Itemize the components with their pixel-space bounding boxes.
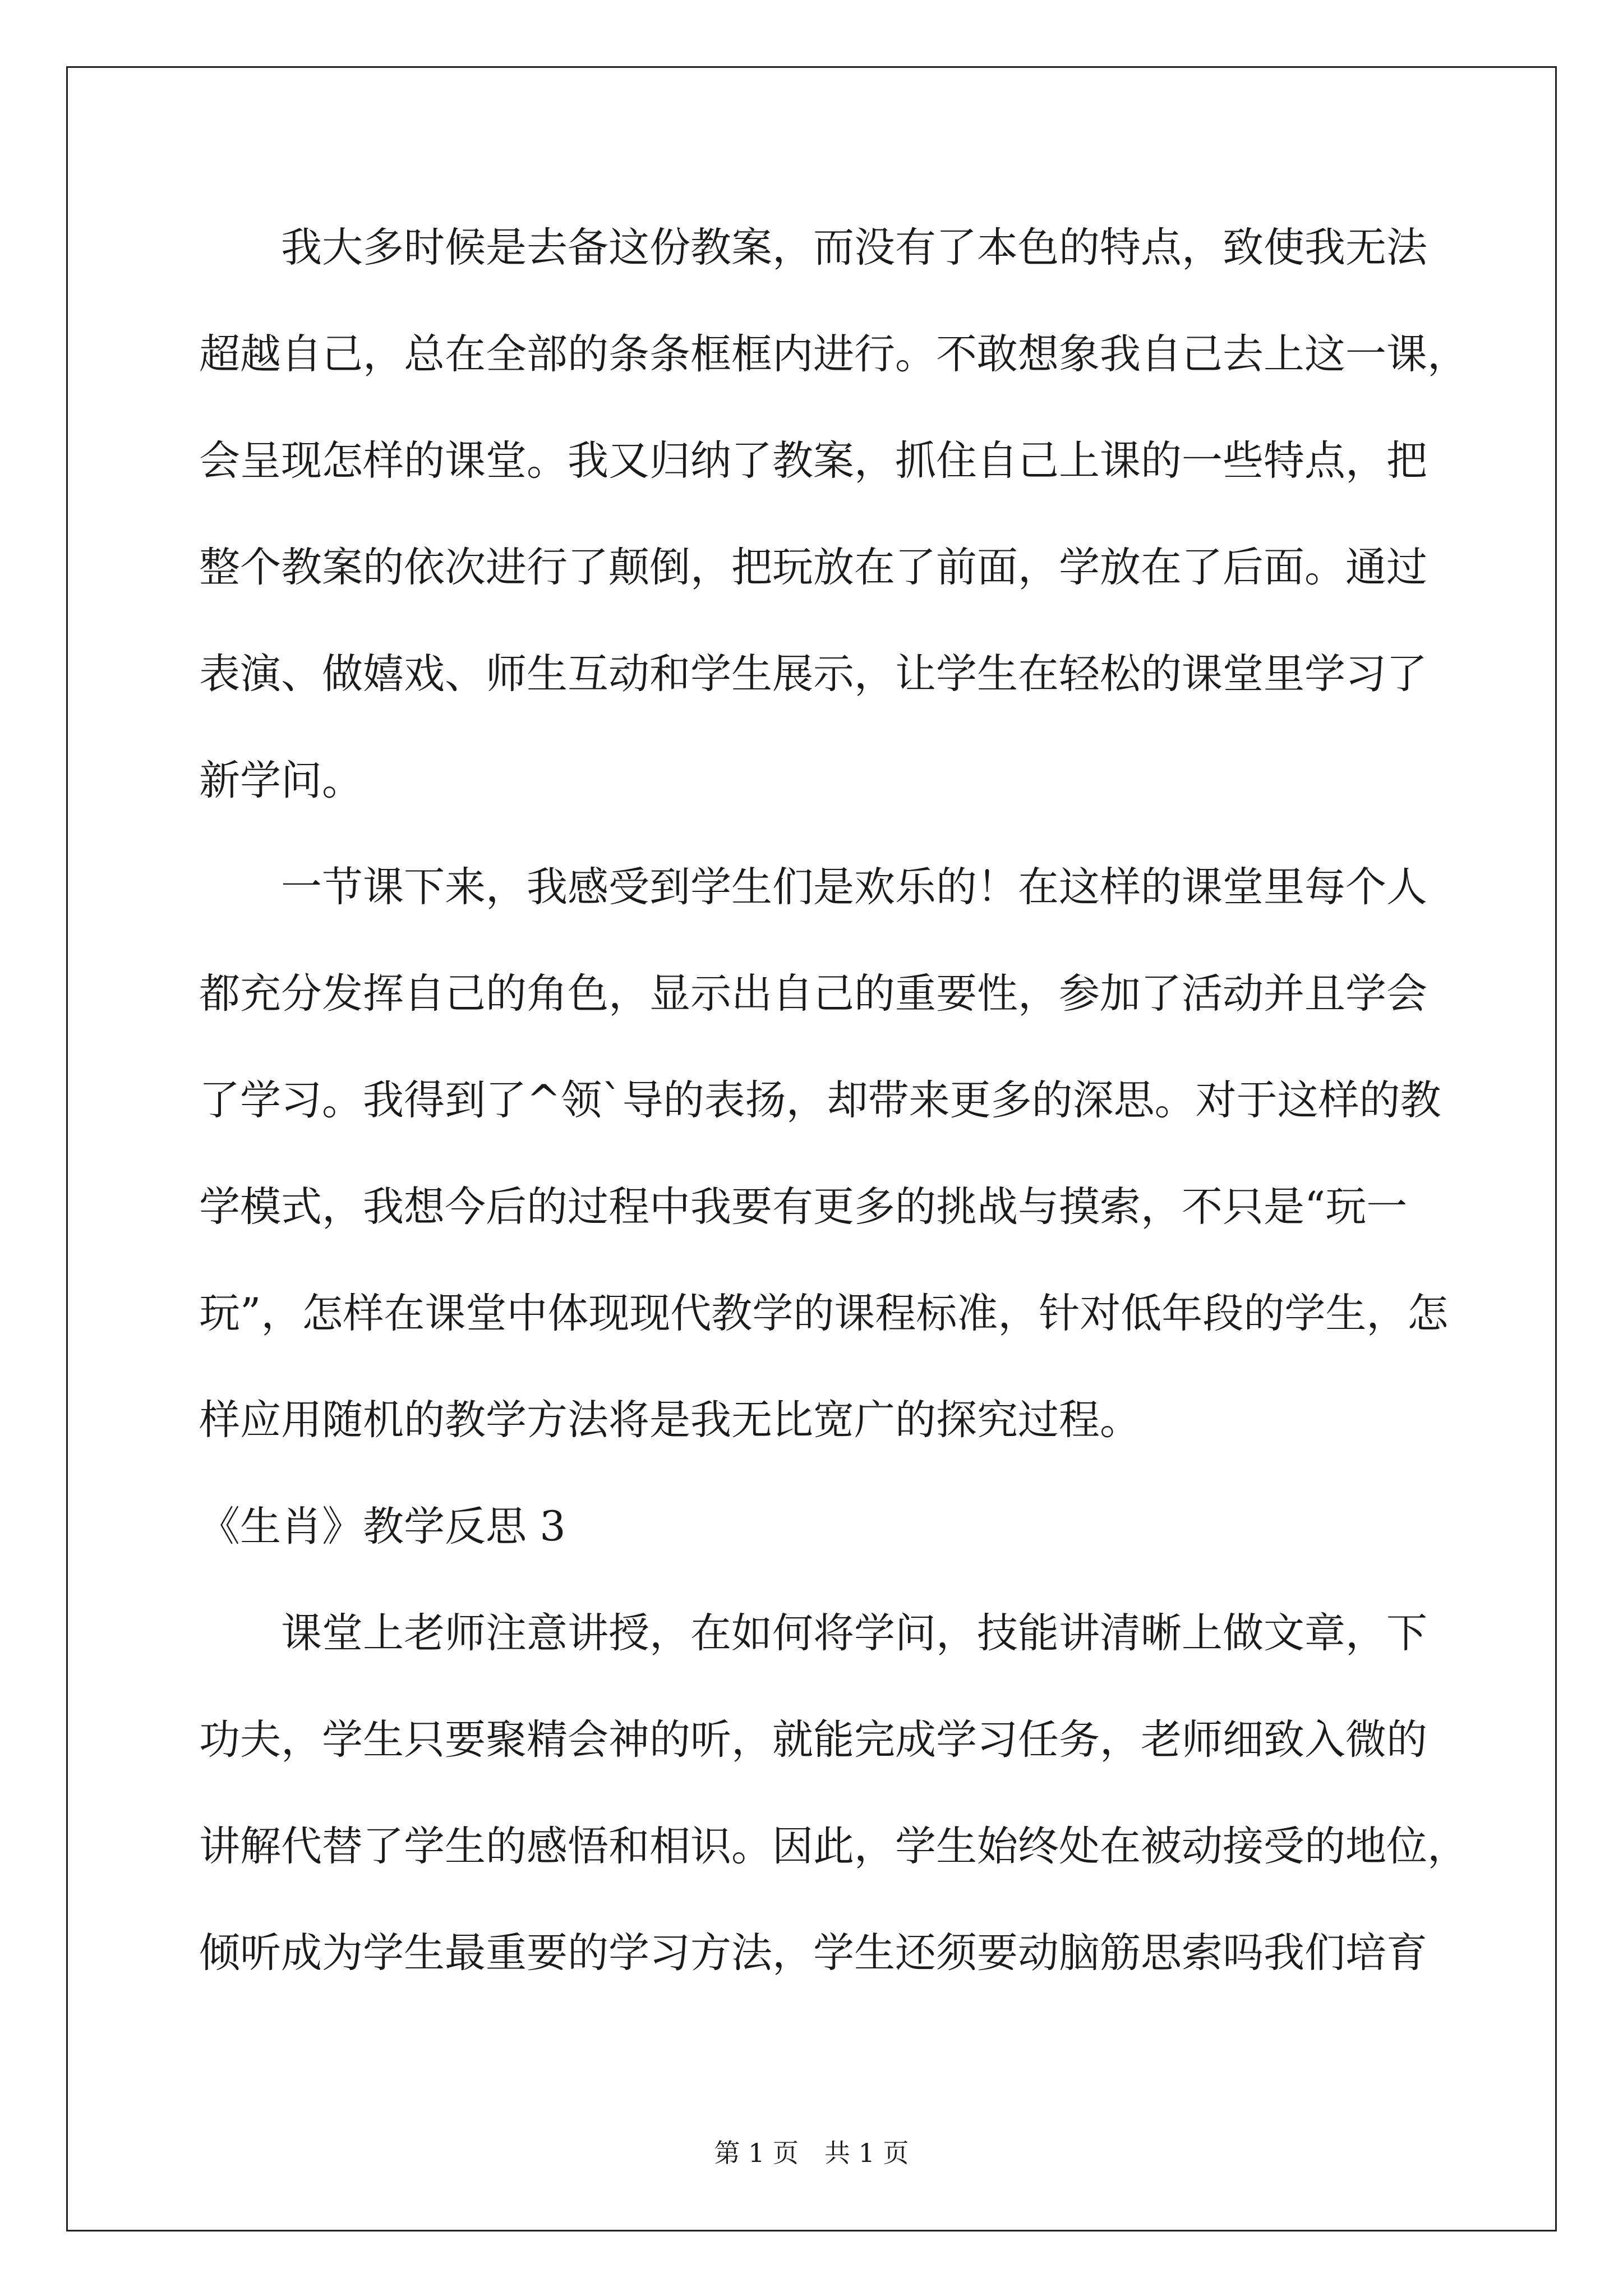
paragraph-line: 学模式，我想今后的过程中我要有更多的挑战与摸索，不只是“玩一	[199, 1183, 1408, 1231]
page-border	[66, 66, 1557, 2231]
paragraph-line: 玩”，怎样在课堂中体现现代教学的课程标准，针对低年段的学生，怎	[199, 1290, 1449, 1337]
paragraph-line: 讲解代替了学生的感悟和相识。因此，学生始终处在被动接受的地位，	[199, 1823, 1468, 1870]
paragraph-line: 功夫，学生只要聚精会神的听，就能完成学习任务，老师细致入微的	[199, 1716, 1427, 1764]
paragraph-line: 一节课下来，我感受到学生们是欢乐的！在这样的课堂里每个人	[199, 863, 1427, 911]
paragraph-line: 了学习。我得到了^领`导的表扬，却带来更多的深思。对于这样的教	[199, 1076, 1441, 1124]
paragraph-line: 样应用随机的教学方法将是我无比宽广的探究过程。	[199, 1396, 1141, 1444]
paragraph-line: 会呈现怎样的课堂。我又归纳了教案，抓住自己上课的一些特点，把	[199, 437, 1427, 485]
paragraph-line: 整个教案的依次进行了颠倒，把玩放在了前面，学放在了后面。通过	[199, 544, 1427, 591]
paragraph-line: 都充分发挥自己的角色，显示出自己的重要性，参加了活动并且学会	[199, 970, 1427, 1018]
paragraph-line: 新学问。	[199, 757, 363, 804]
paragraph-line: 超越自己，总在全部的条条框框内进行。不敢想象我自己去上这一课，	[199, 330, 1468, 378]
paragraph-line: 我大多时候是去备这份教案，而没有了本色的特点，致使我无法	[199, 224, 1427, 272]
page-number-footer: 第 1 页 共 1 页	[714, 2138, 909, 2168]
paragraph-line: 课堂上老师注意讲授，在如何将学问，技能讲清晰上做文章，下	[199, 1609, 1427, 1657]
section-heading: 《生肖》教学反思 3	[199, 1503, 566, 1550]
paragraph-line: 倾听成为学生最重要的学习方法，学生还须要动脑筋思索吗我们培育	[199, 1929, 1427, 1977]
paragraph-line: 表演、做嬉戏、师生互动和学生展示，让学生在轻松的课堂里学习了	[199, 650, 1427, 698]
